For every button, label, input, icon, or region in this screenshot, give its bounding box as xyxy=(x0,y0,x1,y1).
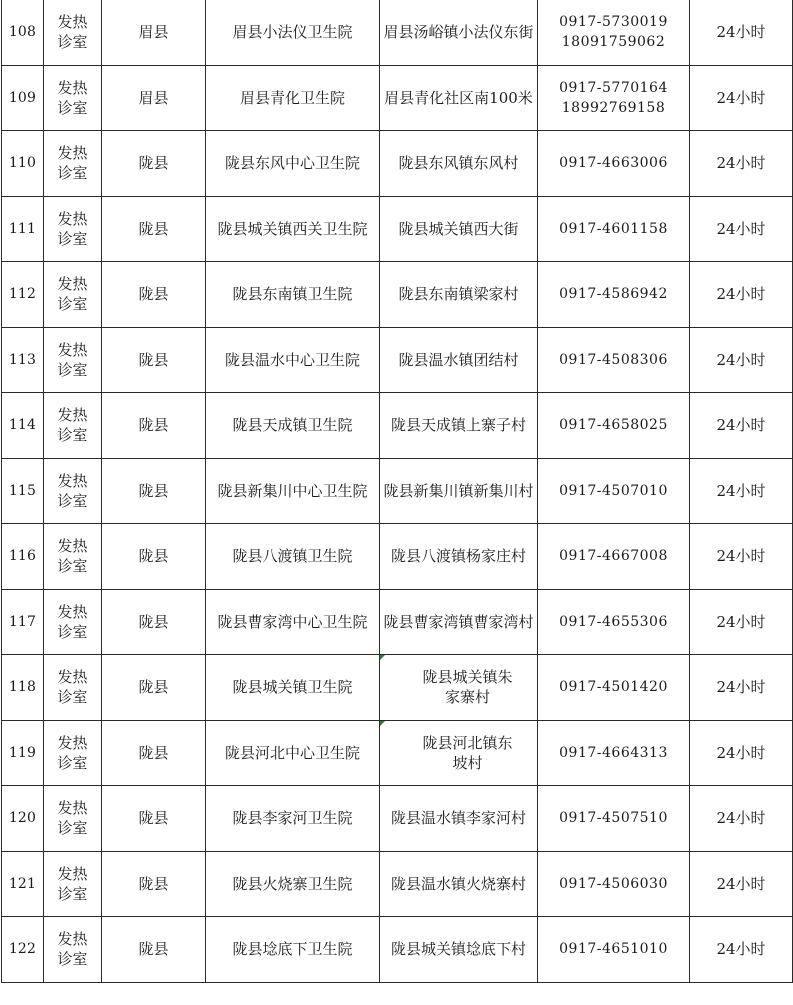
phone xyxy=(538,196,690,262)
service-hours-text: 24小时 xyxy=(716,809,766,828)
address xyxy=(380,458,538,524)
address-text: 陇县曹家湾镇曹家湾村 xyxy=(383,612,534,631)
hospital-name-text: 陇县埝底下卫生院 xyxy=(232,940,353,959)
address xyxy=(380,917,538,983)
clinic-type-text: 发热诊室 xyxy=(57,733,88,772)
clinic-type-text: 发热诊室 xyxy=(57,275,88,314)
service-hours xyxy=(690,589,793,655)
clinic-type xyxy=(44,589,102,655)
phone xyxy=(538,65,690,131)
phone-text: 0917-4586942 xyxy=(559,286,668,303)
hospital-name xyxy=(206,262,380,328)
phone-text: 0917-4601158 xyxy=(559,220,668,237)
clinic-type-text: 发热诊室 xyxy=(57,340,88,379)
county xyxy=(102,655,206,721)
phone-text: 0917-4655306 xyxy=(559,613,668,630)
service-hours-text: 24小时 xyxy=(716,481,766,500)
hospital-name-text: 陇县八渡镇卫生院 xyxy=(232,547,353,566)
clinic-type xyxy=(44,65,102,131)
row-number-text: 122 xyxy=(8,941,37,958)
county xyxy=(102,458,206,524)
clinic-type-text: 发热诊室 xyxy=(57,78,88,117)
clinic-type-text: 发热诊室 xyxy=(57,602,88,641)
address-text: 陇县城关镇朱家寨村 xyxy=(422,668,513,707)
address-text: 陇县温水镇火烧寨村 xyxy=(390,874,526,893)
phone xyxy=(538,589,690,655)
address-text: 陇县东南镇梁家村 xyxy=(398,285,519,304)
address-text: 陇县温水镇李家河村 xyxy=(390,809,526,828)
table-row xyxy=(2,524,793,590)
hospital-name xyxy=(206,720,380,786)
county xyxy=(102,917,206,983)
hospital-name xyxy=(206,589,380,655)
service-hours xyxy=(690,917,793,983)
clinic-type xyxy=(44,917,102,983)
service-hours-text: 24小时 xyxy=(716,219,766,238)
service-hours xyxy=(690,655,793,721)
county-text: 陇县 xyxy=(138,154,169,173)
hospital-name xyxy=(206,851,380,917)
row-number xyxy=(2,524,44,590)
address xyxy=(380,851,538,917)
service-hours xyxy=(690,65,793,131)
row-number xyxy=(2,393,44,459)
hospital-name-text: 陇县温水中心卫生院 xyxy=(224,350,360,369)
clinic-type-text: 发热诊室 xyxy=(57,537,88,576)
row-number-text: 121 xyxy=(8,875,37,892)
clinic-type-text: 发热诊室 xyxy=(57,144,88,183)
clinic-type xyxy=(44,196,102,262)
hospital-name xyxy=(206,131,380,197)
service-hours-text: 24小时 xyxy=(716,23,766,42)
table-row xyxy=(2,262,793,328)
clinic-type-text: 发热诊室 xyxy=(57,864,88,903)
table-row xyxy=(2,655,793,721)
county-text: 陇县 xyxy=(138,874,169,893)
hospital-name xyxy=(206,327,380,393)
county-text: 陇县 xyxy=(138,612,169,631)
county xyxy=(102,0,206,65)
address xyxy=(380,327,538,393)
county-text: 陇县 xyxy=(138,219,169,238)
phone xyxy=(538,655,690,721)
phone-text: 0917-4664313 xyxy=(559,744,668,761)
phone xyxy=(538,720,690,786)
address-text: 陇县新集川镇新集川村 xyxy=(383,481,534,500)
clinic-table xyxy=(1,0,793,983)
row-number xyxy=(2,196,44,262)
county-text: 眉县 xyxy=(138,23,169,42)
clinic-type-text: 发热诊室 xyxy=(57,471,88,510)
clinic-type xyxy=(44,393,102,459)
service-hours-text: 24小时 xyxy=(716,350,766,369)
clinic-type xyxy=(44,0,102,65)
address-text: 陇县东风镇东风村 xyxy=(398,154,519,173)
phone xyxy=(538,393,690,459)
county xyxy=(102,262,206,328)
service-hours xyxy=(690,393,793,459)
hospital-name-text: 陇县李家河卫生院 xyxy=(232,809,353,828)
phone-text: 0917-4651010 xyxy=(559,941,668,958)
row-number xyxy=(2,327,44,393)
service-hours xyxy=(690,131,793,197)
hospital-name xyxy=(206,917,380,983)
phone-text: 0917-4507510 xyxy=(559,810,668,827)
table-row xyxy=(2,458,793,524)
row-number xyxy=(2,0,44,65)
hospital-name xyxy=(206,786,380,852)
service-hours-text: 24小时 xyxy=(716,285,766,304)
row-number-text: 114 xyxy=(8,417,37,434)
address xyxy=(380,0,538,65)
row-number xyxy=(2,851,44,917)
row-number-text: 119 xyxy=(8,744,37,761)
service-hours xyxy=(690,524,793,590)
address-text: 陇县天成镇上寨子村 xyxy=(390,416,526,435)
table-row xyxy=(2,786,793,852)
service-hours-text: 24小时 xyxy=(716,874,766,893)
phone xyxy=(538,786,690,852)
address-text: 陇县城关镇埝底下村 xyxy=(390,940,526,959)
service-hours-text: 24小时 xyxy=(716,88,766,107)
clinic-type xyxy=(44,327,102,393)
hospital-name-text: 陇县东南镇卫生院 xyxy=(232,285,353,304)
address xyxy=(380,393,538,459)
row-number xyxy=(2,458,44,524)
clinic-type xyxy=(44,786,102,852)
address-text: 陇县城关镇西大街 xyxy=(398,219,519,238)
phone-text: 0917-5770164 18992769158 xyxy=(559,79,668,116)
hospital-name-text: 眉县小法仪卫生院 xyxy=(232,23,353,42)
county xyxy=(102,65,206,131)
table-row xyxy=(2,131,793,197)
phone xyxy=(538,917,690,983)
county-text: 陇县 xyxy=(138,809,169,828)
hospital-name xyxy=(206,655,380,721)
service-hours-text: 24小时 xyxy=(716,940,766,959)
service-hours xyxy=(690,262,793,328)
hospital-name-text: 陇县火烧寨卫生院 xyxy=(232,874,353,893)
phone-text: 0917-4667008 xyxy=(559,548,668,565)
county-text: 陇县 xyxy=(138,678,169,697)
phone-text: 0917-4501420 xyxy=(559,679,668,696)
hospital-name-text: 陇县新集川中心卫生院 xyxy=(217,481,368,500)
phone xyxy=(538,0,690,65)
row-number xyxy=(2,131,44,197)
clinic-type xyxy=(44,720,102,786)
county xyxy=(102,851,206,917)
service-hours xyxy=(690,720,793,786)
hospital-name xyxy=(206,393,380,459)
row-number-text: 109 xyxy=(8,89,37,106)
county xyxy=(102,393,206,459)
table-row xyxy=(2,65,793,131)
table-row xyxy=(2,0,793,65)
service-hours-text: 24小时 xyxy=(716,416,766,435)
address-text: 陇县温水镇团结村 xyxy=(398,350,519,369)
phone xyxy=(538,851,690,917)
address xyxy=(380,589,538,655)
clinic-type xyxy=(44,851,102,917)
service-hours-text: 24小时 xyxy=(716,612,766,631)
hospital-name-text: 陇县城关镇卫生院 xyxy=(232,678,353,697)
hospital-name-text: 眉县青化卫生院 xyxy=(239,88,345,107)
phone xyxy=(538,131,690,197)
address xyxy=(380,262,538,328)
county xyxy=(102,786,206,852)
county xyxy=(102,524,206,590)
phone-text: 0917-4658025 xyxy=(559,417,668,434)
clinic-type-text: 发热诊室 xyxy=(57,406,88,445)
hospital-name-text: 陇县城关镇西关卫生院 xyxy=(217,219,368,238)
county xyxy=(102,720,206,786)
service-hours-text: 24小时 xyxy=(716,678,766,697)
table-row xyxy=(2,851,793,917)
service-hours-text: 24小时 xyxy=(716,154,766,173)
table-row xyxy=(2,327,793,393)
address xyxy=(380,196,538,262)
address-text: 眉县汤峪镇小法仪东街 xyxy=(383,23,534,42)
row-number-text: 116 xyxy=(8,548,37,565)
clinic-type xyxy=(44,131,102,197)
row-number-text: 120 xyxy=(8,810,37,827)
phone-text: 0917-4508306 xyxy=(559,351,668,368)
county-text: 陇县 xyxy=(138,743,169,762)
row-number-text: 111 xyxy=(8,220,37,237)
service-hours xyxy=(690,327,793,393)
phone xyxy=(538,524,690,590)
county-text: 陇县 xyxy=(138,285,169,304)
clinic-type xyxy=(44,458,102,524)
phone-text: 0917-5730019 18091759062 xyxy=(559,14,668,51)
row-number xyxy=(2,65,44,131)
table-row xyxy=(2,393,793,459)
hospital-name-text: 陇县东风中心卫生院 xyxy=(224,154,360,173)
row-number xyxy=(2,589,44,655)
clinic-type xyxy=(44,262,102,328)
phone-text: 0917-4506030 xyxy=(559,875,668,892)
hospital-name xyxy=(206,196,380,262)
county-text: 眉县 xyxy=(138,88,169,107)
row-number-text: 110 xyxy=(8,155,37,172)
county-text: 陇县 xyxy=(138,481,169,500)
county-text: 陇县 xyxy=(138,416,169,435)
county-text: 陇县 xyxy=(138,350,169,369)
row-number-text: 113 xyxy=(8,351,37,368)
clinic-type-text: 发热诊室 xyxy=(57,799,88,838)
phone xyxy=(538,262,690,328)
service-hours xyxy=(690,196,793,262)
hospital-name-text: 陇县天成镇卫生院 xyxy=(232,416,353,435)
table-row xyxy=(2,589,793,655)
clinic-type-text: 发热诊室 xyxy=(57,668,88,707)
hospital-name xyxy=(206,0,380,65)
phone-text: 0917-4663006 xyxy=(559,155,668,172)
row-number xyxy=(2,917,44,983)
address xyxy=(380,65,538,131)
table-row xyxy=(2,196,793,262)
county xyxy=(102,196,206,262)
service-hours xyxy=(690,0,793,65)
address xyxy=(380,524,538,590)
clinic-type-text: 发热诊室 xyxy=(57,930,88,969)
row-number xyxy=(2,786,44,852)
row-number xyxy=(2,720,44,786)
county xyxy=(102,589,206,655)
service-hours xyxy=(690,458,793,524)
row-number-text: 118 xyxy=(8,679,37,696)
row-number-text: 115 xyxy=(8,482,37,499)
clinic-type-text: 发热诊室 xyxy=(57,209,88,248)
clinic-type xyxy=(44,655,102,721)
row-number xyxy=(2,655,44,721)
row-number xyxy=(2,262,44,328)
hospital-name xyxy=(206,65,380,131)
phone xyxy=(538,458,690,524)
county-text: 陇县 xyxy=(138,940,169,959)
row-number-text: 108 xyxy=(8,24,37,41)
table-row xyxy=(2,917,793,983)
row-number-text: 117 xyxy=(8,613,37,630)
phone xyxy=(538,327,690,393)
address-text: 陇县河北镇东坡村 xyxy=(422,733,513,772)
hospital-name-text: 陇县河北中心卫生院 xyxy=(224,743,360,762)
address xyxy=(380,131,538,197)
address xyxy=(380,720,538,786)
row-number-text: 112 xyxy=(8,286,37,303)
hospital-name-text: 陇县曹家湾中心卫生院 xyxy=(217,612,368,631)
address-text: 眉县青化社区南100米 xyxy=(384,88,533,107)
county-text: 陇县 xyxy=(138,547,169,566)
hospital-name xyxy=(206,458,380,524)
county xyxy=(102,131,206,197)
service-hours-text: 24小时 xyxy=(716,743,766,762)
phone-text: 0917-4507010 xyxy=(559,482,668,499)
address-text: 陇县八渡镇杨家庄村 xyxy=(390,547,526,566)
address xyxy=(380,655,538,721)
clinic-type-text: 发热诊室 xyxy=(57,13,88,52)
address xyxy=(380,786,538,852)
table-row xyxy=(2,720,793,786)
hospital-name xyxy=(206,524,380,590)
table-body xyxy=(2,0,793,982)
service-hours xyxy=(690,786,793,852)
service-hours-text: 24小时 xyxy=(716,547,766,566)
clinic-type xyxy=(44,524,102,590)
county xyxy=(102,327,206,393)
service-hours xyxy=(690,851,793,917)
